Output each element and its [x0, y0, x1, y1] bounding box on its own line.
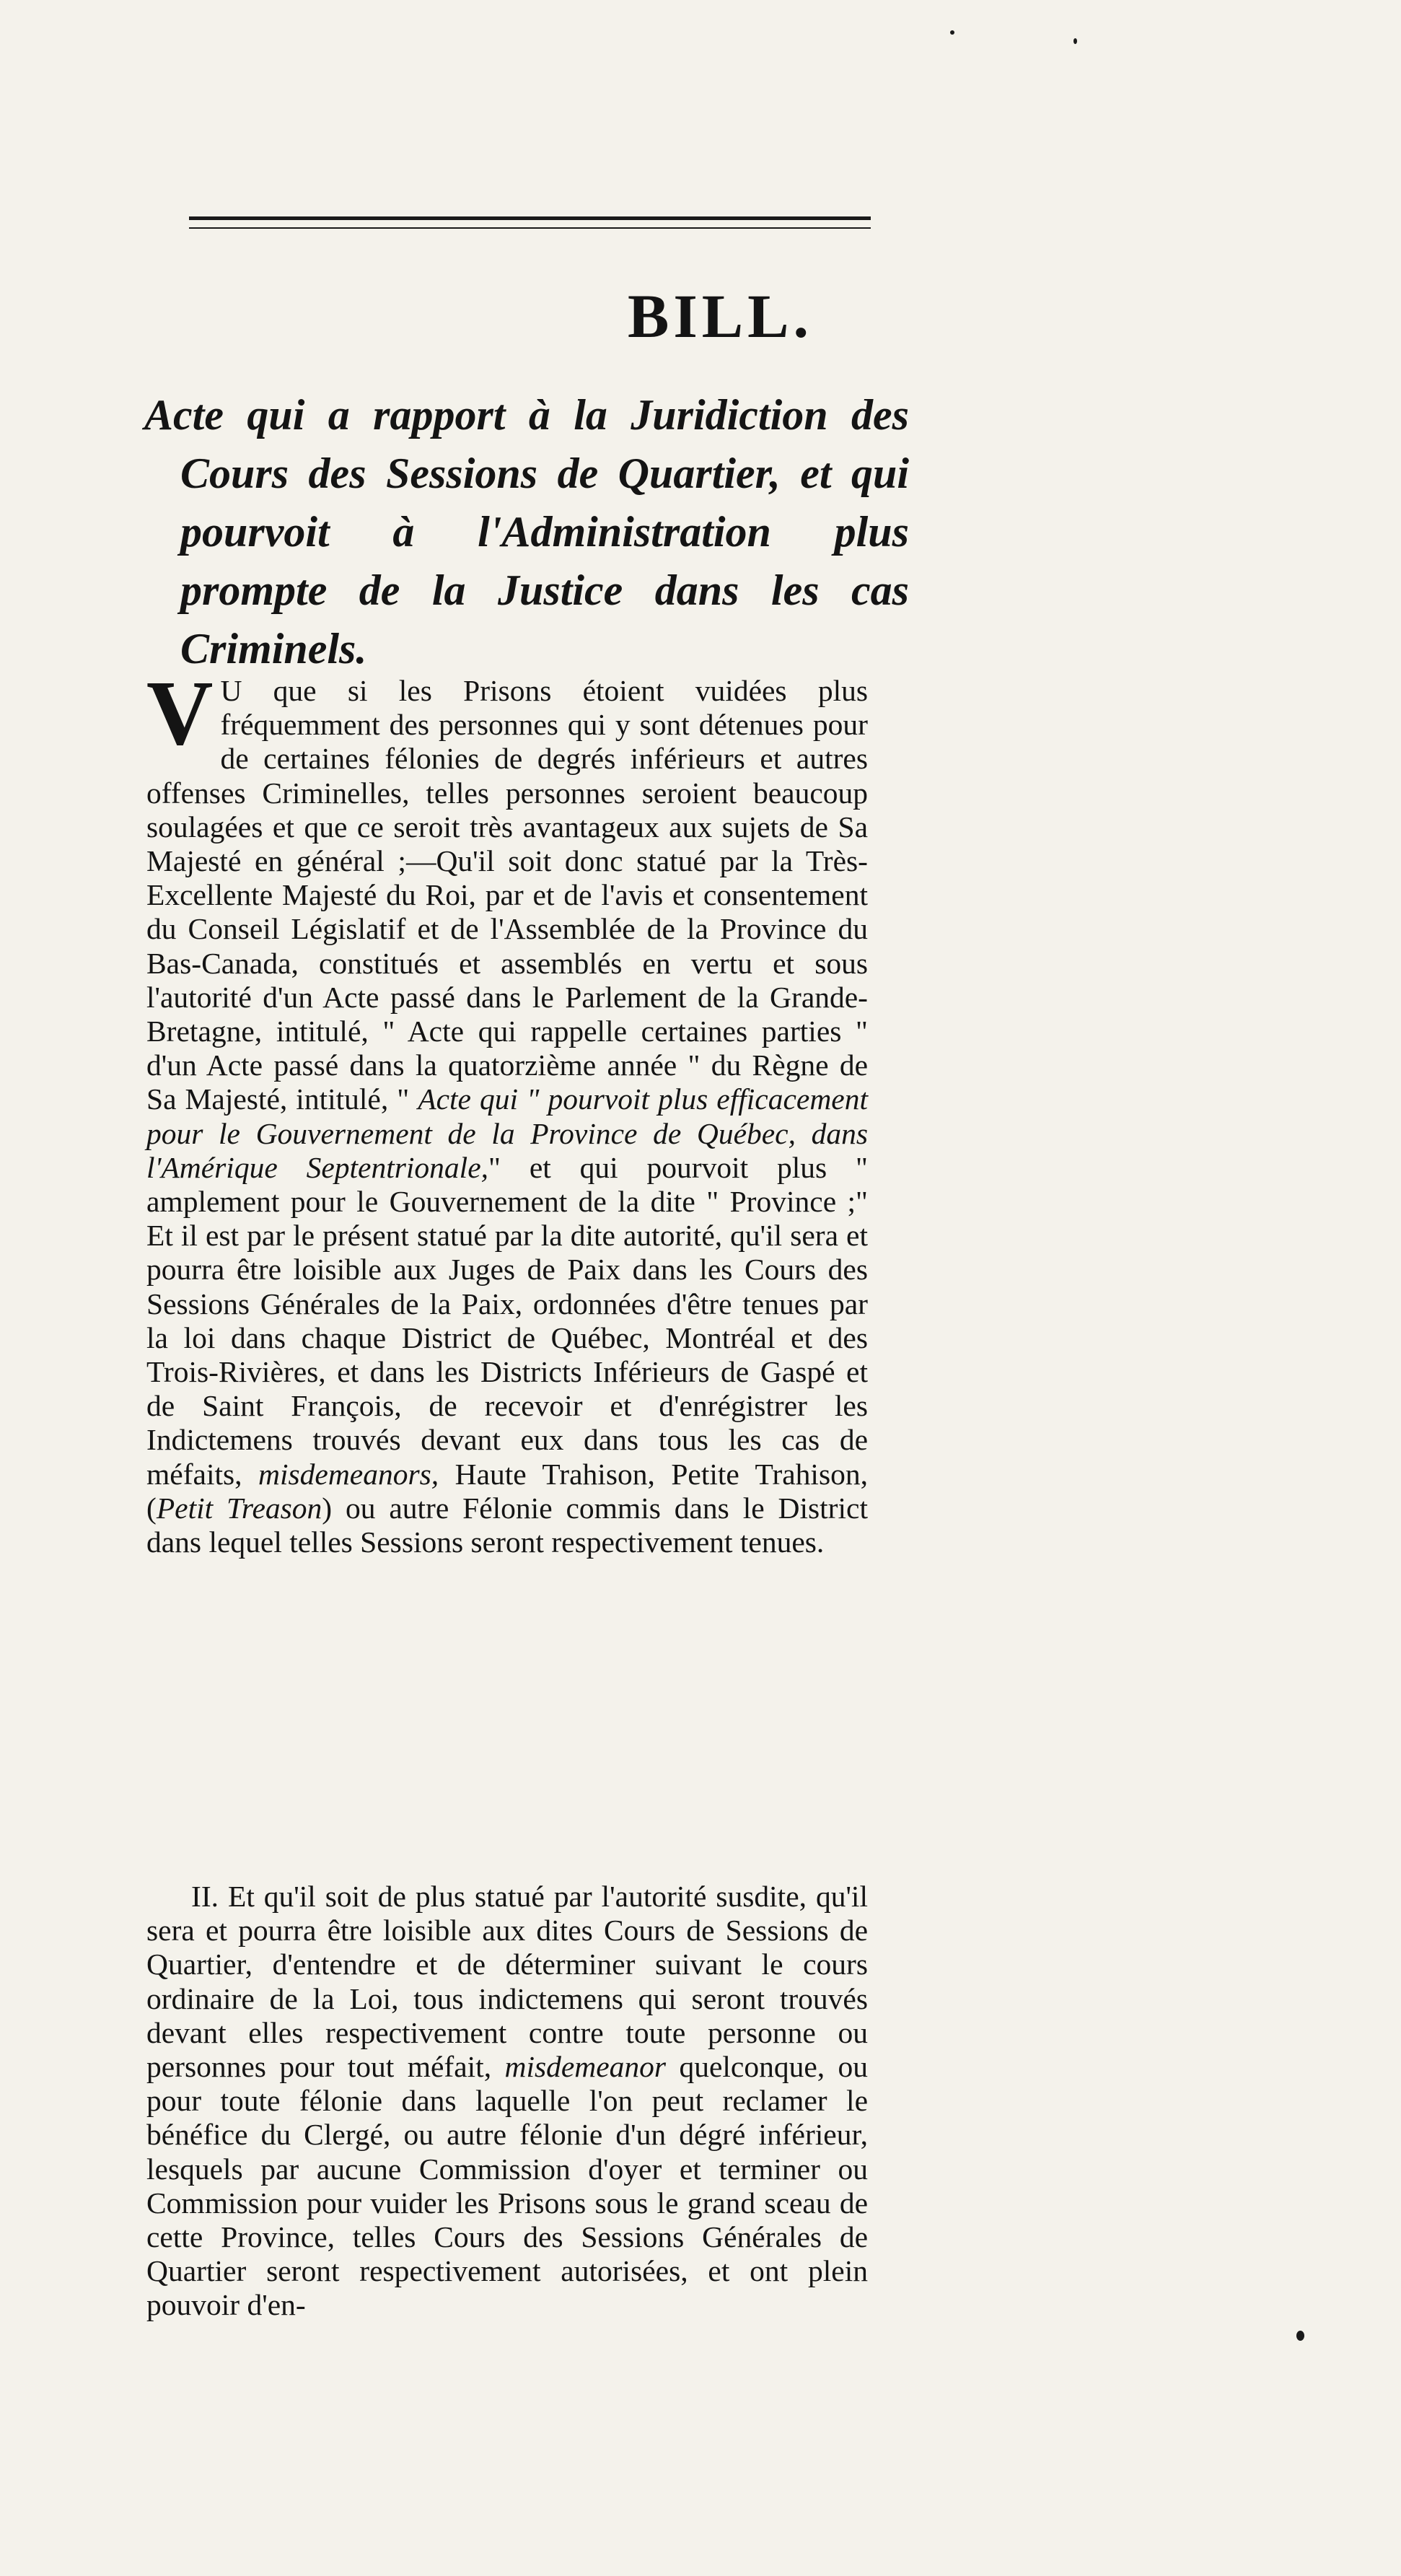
paragraph-text: " et qui pourvoit plus " amplement pour le Gouvernement de la dite " Province ;" Et il est par le présent statué par la dite autorité, qu'il sera et pourra être loisible aux Juges de Paix dans les Cours des Sessions Générales de la Paix, ordonnées d'être tenues par la loi dans chaque District de Québec, Montréal et des Trois-Rivières, et dans les Districts Inférieurs de Gaspé et de Saint François, de recevoir et d'enrégistrer les Indictemens trouvés devant eux dans tous les cas de méfaits,: [146, 1150, 868, 1491]
ink-speck: [950, 30, 954, 35]
bill-subtitle: Acte qui a rapport à la Juridiction des Cours des Sessions de Quartier, et qui pourvoit à l'Administration plus prompte de la Justice dans les cas Criminels.: [144, 391, 909, 673]
paragraph-preamble: [146, 662, 868, 1559]
paragraph-text: ) ou autre Félonie commis dans le District dans lequel telles Sessions seront respectivement tenues.: [146, 1491, 868, 1559]
double-rule-divider: [189, 216, 871, 229]
ink-speck: [1296, 2331, 1304, 2341]
bill-title: BILL.: [627, 281, 814, 351]
english-term: Petit Treason: [156, 1491, 322, 1525]
ink-speck: [1073, 38, 1077, 44]
paragraph-text: Haute Trahison, Petite Trahison, (: [146, 1457, 868, 1525]
quoted-act-title: Acte qui " pourvoit plus efficacement pour le Gouvernement de la Province de Québec, dans l'Amérique Septentrionale,: [146, 1082, 868, 1184]
paragraph-section-2: [146, 1880, 868, 2323]
paragraph-text: II. Et qu'il soit de plus statué par l'autorité susdite, qu'il sera et pourra être loisible aux dites Cours de Sessions de Quartier, d'entendre et de déterminer suivant le cours ordinaire de la Loi, tous indictemens qui seront trouvés devant elles respectivement contre toute personne ou personnes pour tout méfait,: [146, 1880, 868, 2084]
drop-cap: V: [146, 662, 214, 764]
english-term: misdemeanors,: [258, 1457, 439, 1491]
paragraph-text: U que si les Prisons étoient vuidées plus fréquemment des personnes qui y sont détenues pour de certaines félonies de degrés inférieurs et autres offenses Criminelles, telles personnes seroient beaucoup soulagées et que ce seroit très avantageux aux sujets de Sa Majesté en général ;—Qu'il soit donc statué par la Très-Excellente Majesté du Roi, par et de l'avis et consentement du Conseil Législatif et de l'Assemblée de la Province du Bas-Canada, constitués et assemblés en vertu et sous l'autorité d'un Acte passé dans le Parlement de la Grande-Bretagne, intitulé, " Acte qui rappelle certaines parties " d'un Acte passé dans la quatorzième année " du Règne de Sa Majesté, intitulé, ": [146, 674, 868, 1116]
english-term: misdemeanor: [504, 2050, 667, 2084]
paragraph-text: quelconque, ou pour toute félonie dans laquelle l'on peut reclamer le bénéfice du Clergé, ou autre félonie d'un dégré inférieur, lesquels par aucune Commission d'oyer et terminer ou Commission pour vuider les Prisons sous le grand sceau de cette Province, telles Cours des Sessions Générales de Quartier seront respectivement autorisées, et ont plein pouvoir d'en-: [146, 2050, 869, 2322]
